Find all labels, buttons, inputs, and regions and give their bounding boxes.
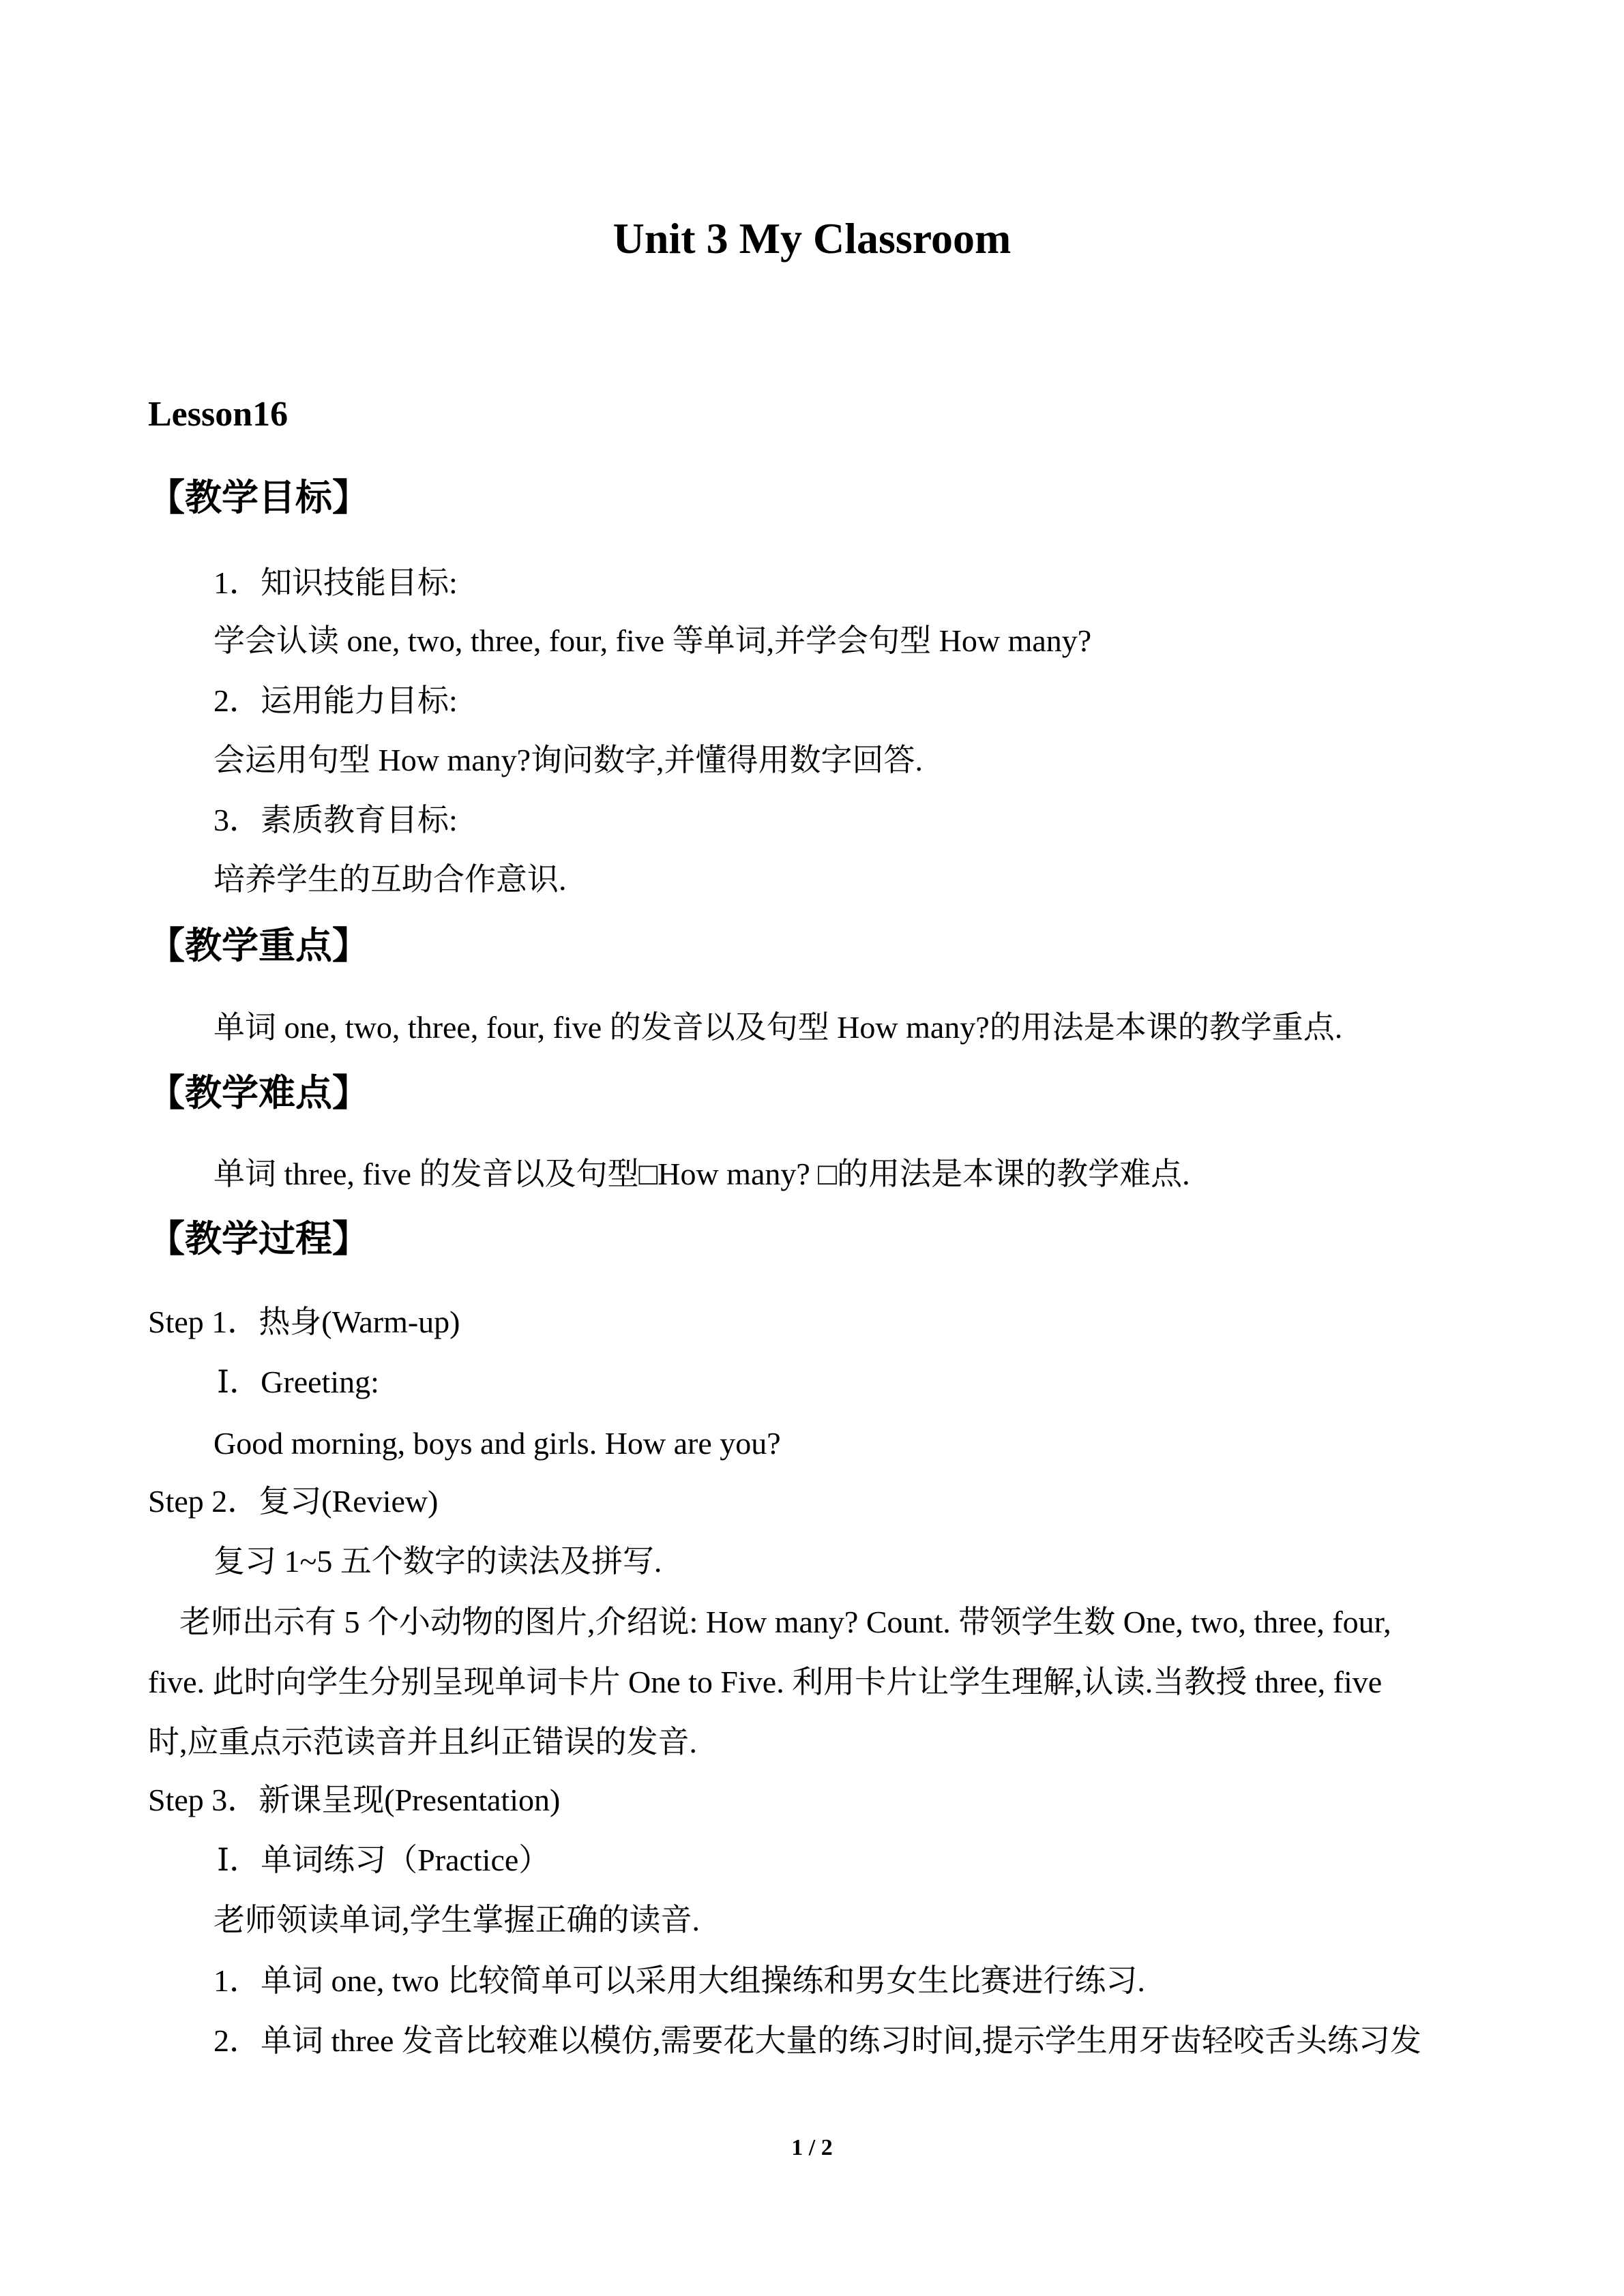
lesson-heading: Lesson16 bbox=[148, 395, 289, 434]
step-2-heading: Step 2．复习(Review) bbox=[148, 1484, 439, 1519]
section-heading-process: 【教学过程】 bbox=[148, 1217, 369, 1260]
step-3-text: 老师领读单词,学生掌握正确的读音. bbox=[213, 1903, 700, 1937]
section-heading-key: 【教学重点】 bbox=[148, 924, 369, 967]
document-title: Unit 3 My Classroom bbox=[612, 214, 1012, 263]
goal-2-text: 会运用句型 How many?询问数字,并懂得用数字回答. bbox=[213, 743, 924, 777]
step-3-list-item: 2．单词 three 发音比较难以模仿,需要花大量的练习时间,提示学生用牙齿轻咬舌头练习发 bbox=[213, 2023, 1421, 2058]
difficult-points-text: 单词 three, five 的发音以及句型□How many? □的用法是本课的教学难点. bbox=[213, 1157, 1190, 1191]
paragraph-line: 老师出示有 5 个小动物的图片,介绍说: How many? Count. 带领学生数 One, two, three, four, bbox=[179, 1605, 1391, 1639]
section-heading-difficult: 【教学难点】 bbox=[148, 1071, 369, 1114]
step-3-item: Ⅰ．单词练习（Practice） bbox=[217, 1843, 550, 1877]
section-heading-goals: 【教学目标】 bbox=[148, 476, 369, 519]
goal-1-label: 1．知识技能目标: bbox=[213, 565, 458, 600]
key-points-text: 单词 one, two, three, four, five 的发音以及句型 How many?的用法是本课的教学重点. bbox=[213, 1010, 1343, 1045]
step-1-text: Good morning, boys and girls. How are you? bbox=[213, 1426, 781, 1461]
goal-3-text: 培养学生的互助合作意识. bbox=[213, 862, 567, 897]
goal-1-text: 学会认读 one, two, three, four, five 等单词,并学会句型 How many? bbox=[213, 623, 1092, 658]
paragraph-line: five. 此时向学生分别呈现单词卡片 One to Five. 利用卡片让学生理解,认读.当教授 three, five bbox=[148, 1665, 1383, 1699]
paragraph-line: 时,应重点示范读音并且纠正错误的发音. bbox=[148, 1725, 697, 1759]
step-2-text: 复习 1~5 五个数字的读法及拼写. bbox=[213, 1544, 662, 1579]
step-1-item: Ⅰ．Greeting: bbox=[217, 1365, 379, 1399]
page-number: 1 / 2 bbox=[791, 2135, 833, 2160]
step-1-heading: Step 1．热身(Warm-up) bbox=[148, 1304, 460, 1339]
goal-3-label: 3．素质教育目标: bbox=[213, 803, 458, 837]
step-3-heading: Step 3．新课呈现(Presentation) bbox=[148, 1783, 561, 1817]
step-3-list-item: 1．单词 one, two 比较简单可以采用大组操练和男女生比赛进行练习. bbox=[213, 1963, 1145, 1998]
goal-2-label: 2．运用能力目标: bbox=[213, 683, 458, 718]
